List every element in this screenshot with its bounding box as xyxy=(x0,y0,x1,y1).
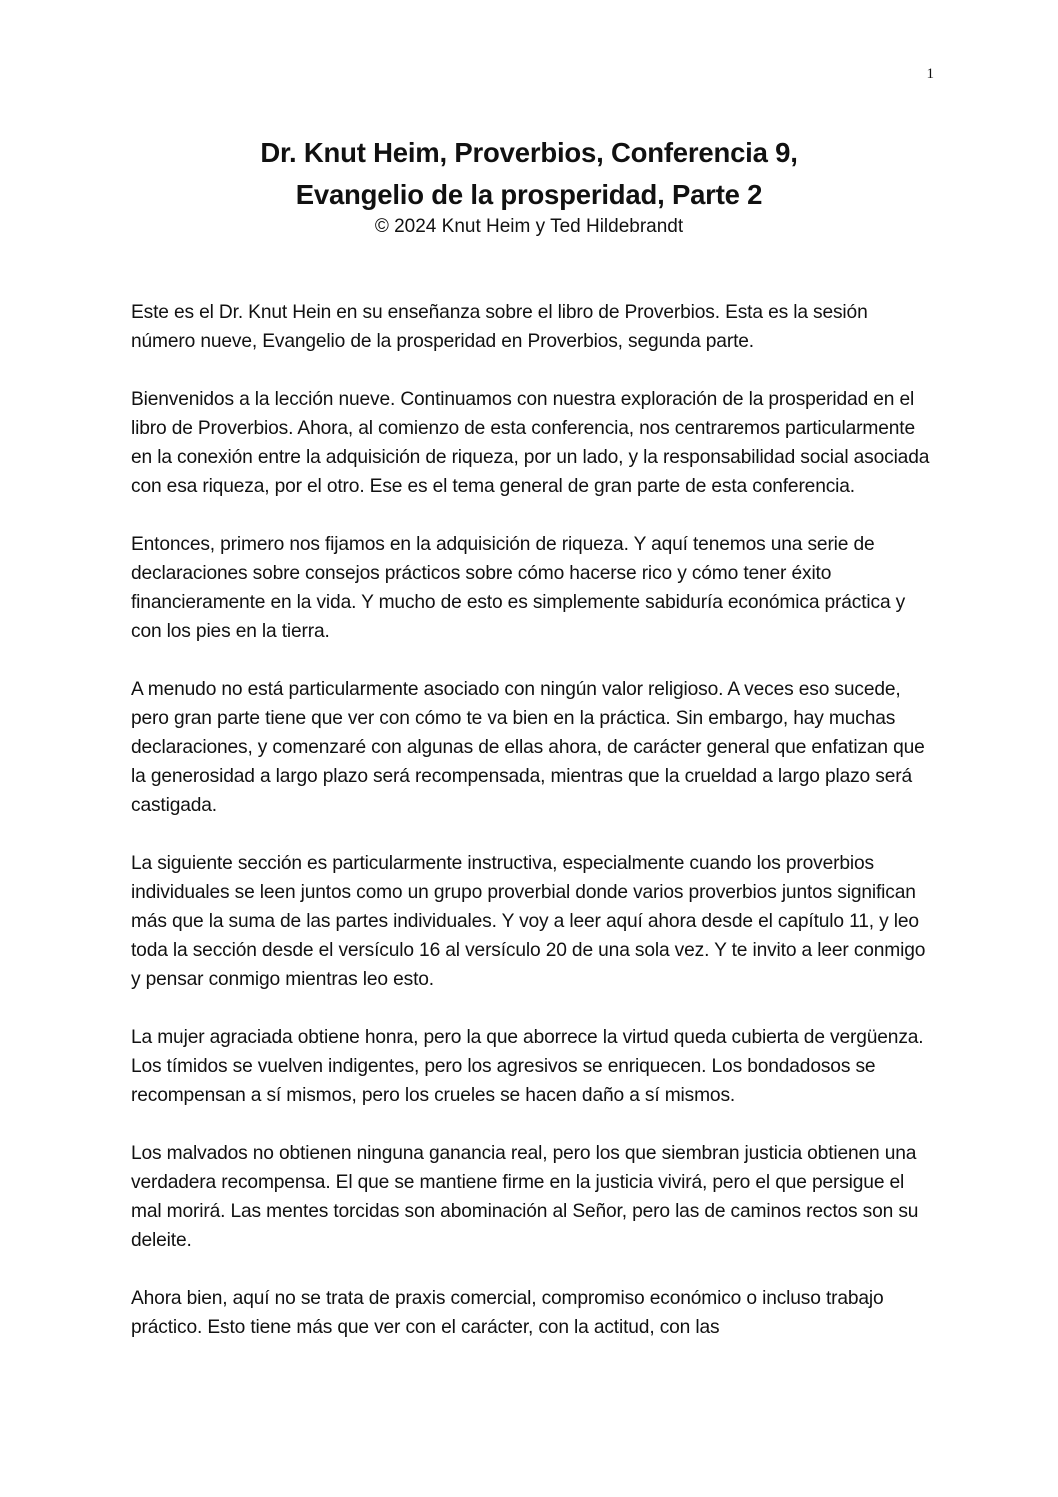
document-title-line-2: Evangelio de la prosperidad, Parte 2 xyxy=(295,179,763,210)
paragraph: La mujer agraciada obtiene honra, pero la que aborrece la virtud queda cubierta de vergüenza. Los tímidos se vuelven indigentes, pero los agresivos se enriquecen. Los bondadosos se recompensan a sí mismos, pero los crueles se hacen daño a sí mismos. xyxy=(131,1027,924,1106)
paragraph: Este es el Dr. Knut Hein en su enseñanza sobre el libro de Proverbios. Esta es la sesión número nueve, Evangelio de la prosperidad en Proverbios, segunda parte. xyxy=(131,302,868,352)
paragraph: Ahora bien, aquí no se trata de praxis comercial, compromiso económico o incluso trabajo práctico. Esto tiene más que ver con el carácter, con la actitud, con las xyxy=(131,1288,884,1338)
paragraph: Entonces, primero nos fijamos en la adquisición de riqueza. Y aquí tenemos una serie de declaraciones sobre consejos prácticos sobre cómo hacerse rico y cómo tener éxito financieramente en la vida. Y mucho de esto es simplemente sabiduría económica práctica y con los pies en la tierra. xyxy=(131,534,906,642)
paragraph: Los malvados no obtienen ninguna ganancia real, pero los que siembran justicia obtienen una verdadera recompensa. El que se mantiene firme en la justicia vivirá, pero el que persigue el mal morirá. Las mentes torcidas son abominación al Señor, pero las de caminos rectos son su deleite. xyxy=(131,1143,919,1251)
document-body xyxy=(131,298,931,1371)
document-title-line-1: Dr. Knut Heim, Proverbios, Conferencia 9, xyxy=(260,137,798,168)
paragraph: A menudo no está particularmente asociado con ningún valor religioso. A veces eso sucede, pero gran parte tiene que ver con cómo te va bien en la práctica. Sin embargo, hay muchas declaraciones, y comenzaré con algunas de ellas ahora, de carácter general que enfatizan que la generosidad a largo plazo será recompensada, mientras que la crueldad a largo plazo será castigada. xyxy=(131,679,925,816)
paragraph: La siguiente sección es particularmente instructiva, especialmente cuando los proverbios individuales se leen juntos como un grupo proverbial donde varios proverbios juntos significan más que la suma de las partes individuales. Y voy a leer aquí ahora desde el capítulo 11, y leo toda la sección desde el versículo 16 al versículo 20 de una sola vez. Y te invito a leer conmigo y pensar conmigo mientras leo esto. xyxy=(131,853,926,990)
document-header xyxy=(0,132,1058,240)
paragraph: Bienvenidos a la lección nueve. Continuamos con nuestra exploración de la prosperidad en el libro de Proverbios. Ahora, al comienzo de esta conferencia, nos centraremos particularmente en la conexión entre la adquisición de riqueza, por un lado, y la responsabilidad social asociada con esa riqueza, por el otro. Ese es el tema general de gran parte de esta conferencia. xyxy=(131,389,930,497)
page-number: 1 xyxy=(926,66,934,82)
copyright-notice: © 2024 Knut Heim y Ted Hildebrandt xyxy=(374,216,684,237)
